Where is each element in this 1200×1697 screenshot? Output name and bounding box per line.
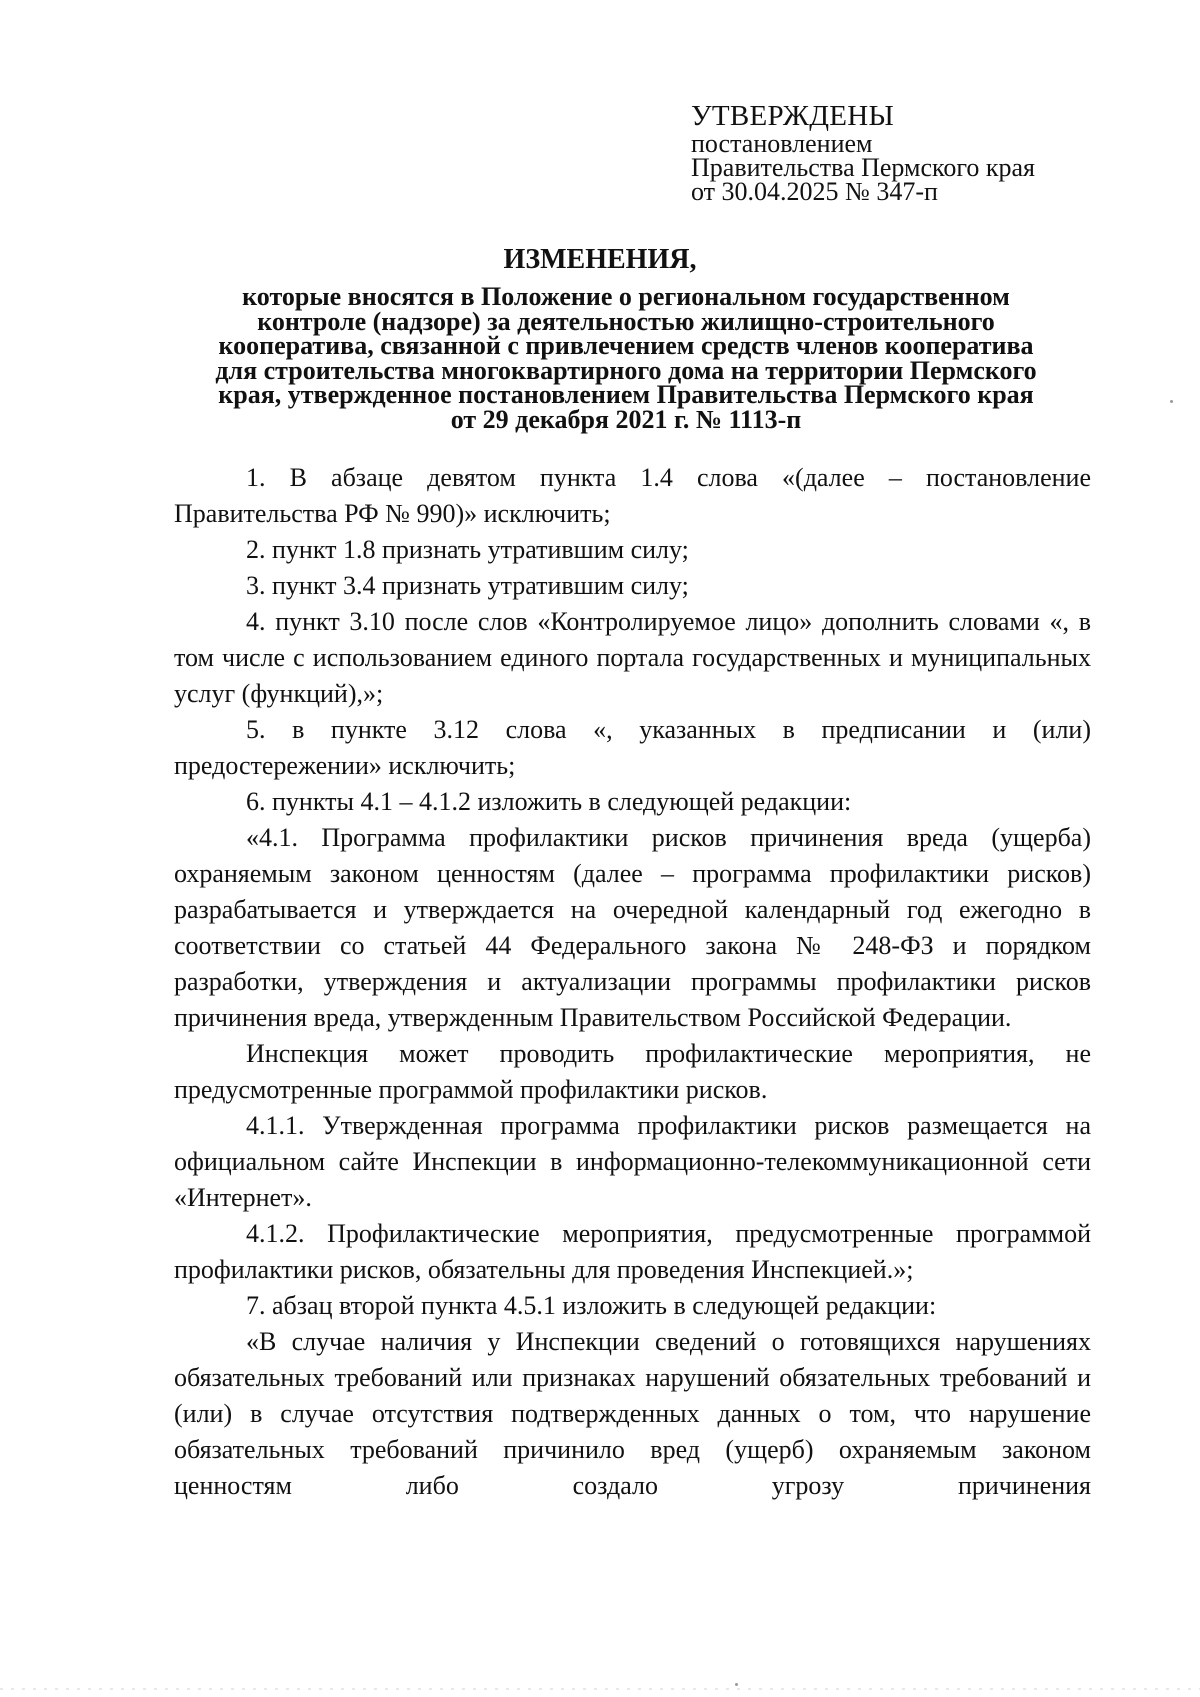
- paragraph-4-1-2: 4.1.2. Профилактические мероприятия, предусмотренные программой профилактики рисков, обязательны для проведения Инспекцией.»;: [174, 1219, 1091, 1284]
- subtitle-line: которые вносятся в Положение о региональном государственном: [242, 282, 1010, 311]
- paragraph-item-6: 6. пункты 4.1 – 4.1.2 изложить в следующей редакции:: [246, 787, 852, 816]
- subtitle-line: кооператива, связанной с привлечением средств членов кооператива: [218, 331, 1034, 360]
- paragraph-inspection: Инспекция может проводить профилактические мероприятия, не предусмотренные программой профилактики рисков.: [174, 1039, 1091, 1104]
- subtitle-line: от 29 декабря 2021 г. № 1113-п: [450, 404, 802, 434]
- approval-line-resolution: постановлением: [691, 129, 873, 158]
- paragraph-quote-4-5-1: «В случае наличия у Инспекции сведений о готовящихся нарушениях обязательных требований или признаках нарушений обязательных требований и (или) в случае отсутствия подтвержденных данных о том, что нарушение обязательных требований причинило вред (ущерб) охраняемым законом ценностям либо создало угрозу причинения: [174, 1327, 1091, 1500]
- document-title: ИЗМЕНЕНИЯ,: [503, 244, 697, 275]
- approval-line-date-number: от 30.04.2025 № 347-п: [691, 177, 938, 206]
- approval-line-government: Правительства Пермского края: [691, 153, 1035, 182]
- paragraph-item-3: 3. пункт 3.4 признать утратившим силу;: [246, 571, 689, 600]
- scan-speck: [735, 1683, 738, 1686]
- scan-edge-noise: [0, 1688, 1200, 1690]
- subtitle-line: края, утвержденное постановлением Правительства Пермского края: [218, 380, 1034, 409]
- paragraph-4-1-1: 4.1.1. Утвержденная программа профилактики рисков размещается на официальном сайте Инспекции в информационно-телекоммуникационной сети «Интернет».: [174, 1111, 1091, 1212]
- document-subtitle: [160, 282, 1092, 434]
- subtitle-line: для строительства многоквартирного дома на территории Пермского: [215, 355, 1037, 385]
- paragraph-item-2: 2. пункт 1.8 признать утратившим силу;: [246, 535, 689, 564]
- paragraph-item-1: 1. В абзаце девятом пункта 1.4 слова «(далее – постановление Правительства РФ № 990)» исключить;: [174, 463, 1091, 528]
- paragraph-item-4: 4. пункт 3.10 после слов «Контролируемое лицо» дополнить словами «, в том числе с использованием единого портала государственных и муниципальных услуг (функций),»;: [174, 607, 1091, 708]
- document-body: [174, 460, 1091, 1504]
- paragraph-item-5: 5. в пункте 3.12 слова «, указанных в предписании и (или) предостережении» исключить;: [174, 715, 1091, 780]
- approval-stamp: [691, 100, 1035, 204]
- approval-heading: УТВЕРЖДЕНЫ: [691, 100, 895, 132]
- subtitle-line: контроле (надзоре) за деятельностью жилищно-строительного: [257, 306, 995, 336]
- paragraph-quote-4-1: «4.1. Программа профилактики рисков причинения вреда (ущерба) охраняемым законом ценностям (далее – программа профилактики рисков) разрабатывается и утверждается на очередной календарный год ежегодно в соответствии со статьей 44 Федерального закона № 248-ФЗ и порядком разработки, утверждения и актуализации программы профилактики рисков причинения вреда, утвержденным Правительством Российской Федерации.: [174, 823, 1091, 1032]
- scan-speck: [1170, 400, 1173, 403]
- paragraph-item-7: 7. абзац второй пункта 4.5.1 изложить в следующей редакции:: [246, 1291, 937, 1320]
